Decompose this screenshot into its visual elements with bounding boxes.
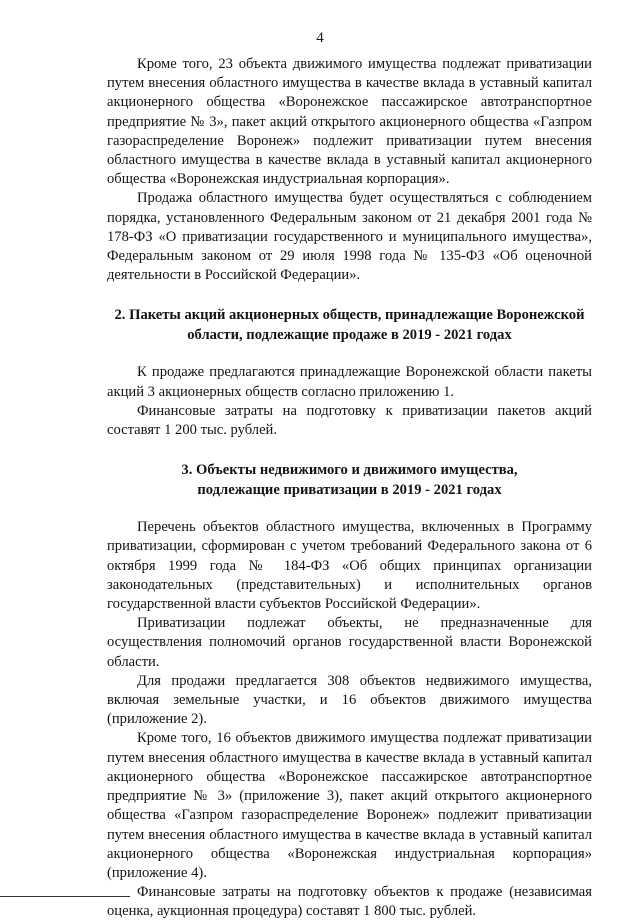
section-heading-line: 3. Объекты недвижимого и движимого имущества, [181,462,518,479]
paragraph: Финансовые затраты на подготовку к приватизации пакетов акций составят 1 200 тыс. рублей. [107,402,592,439]
section-heading-2 [107,306,592,345]
section-heading-line: области, подлежащие продаже в 2019 - 2021 годах [187,326,512,343]
document-body [107,55,592,922]
paragraph: Приватизации подлежат объекты, не предназначенные для осуществления полномочий органов государственной власти Воронежской области. [107,615,592,670]
section-heading-line: 2. Пакеты акций акционерных обществ, принадлежащие Воронежской [114,307,585,324]
paragraph: Перечень объектов областного имущества, включенных в Программу приватизации, сформирован с учетом требований Федерального закона от 6 октября 1999 года № 184-ФЗ «Об общих принципах организации законодательных (представительных) и исполнительных органов государственной власти субъектов Российской Федерации». [107,519,592,613]
paragraph: Кроме того, 23 объекта движимого имущества подлежат приватизации путем внесения областного имущества в качестве вклада в уставный капитал акционерного общества «Воронежское пассажирское автотранспортное предприятие № 3», пакет акций открытого акционерного общества «Газпром газораспределение Воронеж» подлежит приватизации путем внесения областного имущества в качестве вклада в уставный капитал акционерного общества «Воронежская индустриальная корпорация». [107,56,592,188]
paragraph: Кроме того, 16 объектов движимого имущества подлежат приватизации путем внесения областного имущества в качестве вклада в уставный капитал акционерного общества «Воронежское пассажирское автотранспортное предприятие № 3» (приложение 3), пакет акций открытого акционерного общества «Газпром газораспределение Воронеж» подлежит приватизации путем внесения областного имущества в качестве вклада в уставный капитал акционерного общества «Воронежская индустриальная корпорация» (приложение 4). [107,730,592,881]
paragraph: Продажа областного имущества будет осуществляться с соблюдением порядка, установленного Федеральным законом от 21 декабря 2001 года № 178-ФЗ «О приватизации государственного и муниципального имущества», Федеральным законом от 29 июля 1998 года № 135-ФЗ «Об оценочной деятельности в Российской Федерации». [107,190,592,284]
section-heading-line: подлежащие приватизации в 2019 - 2021 годах [197,481,502,498]
page-number: 4 [316,30,324,46]
section-heading-3 [107,461,592,500]
paragraph: Для продажи предлагается 308 объектов недвижимого имущества, включая земельные участки, и 16 объектов движимого имущества (приложение 2). [107,672,592,728]
paragraph: Финансовые затраты на подготовку объектов к продаже (независимая оценка, аукционная процедура) составят 1 800 тыс. рублей. [107,884,592,920]
paragraph: К продаже предлагаются принадлежащие Воронежской области пакеты акций 3 акционерных обществ согласно приложению 1. [107,364,592,400]
footer-rule [0,896,130,897]
